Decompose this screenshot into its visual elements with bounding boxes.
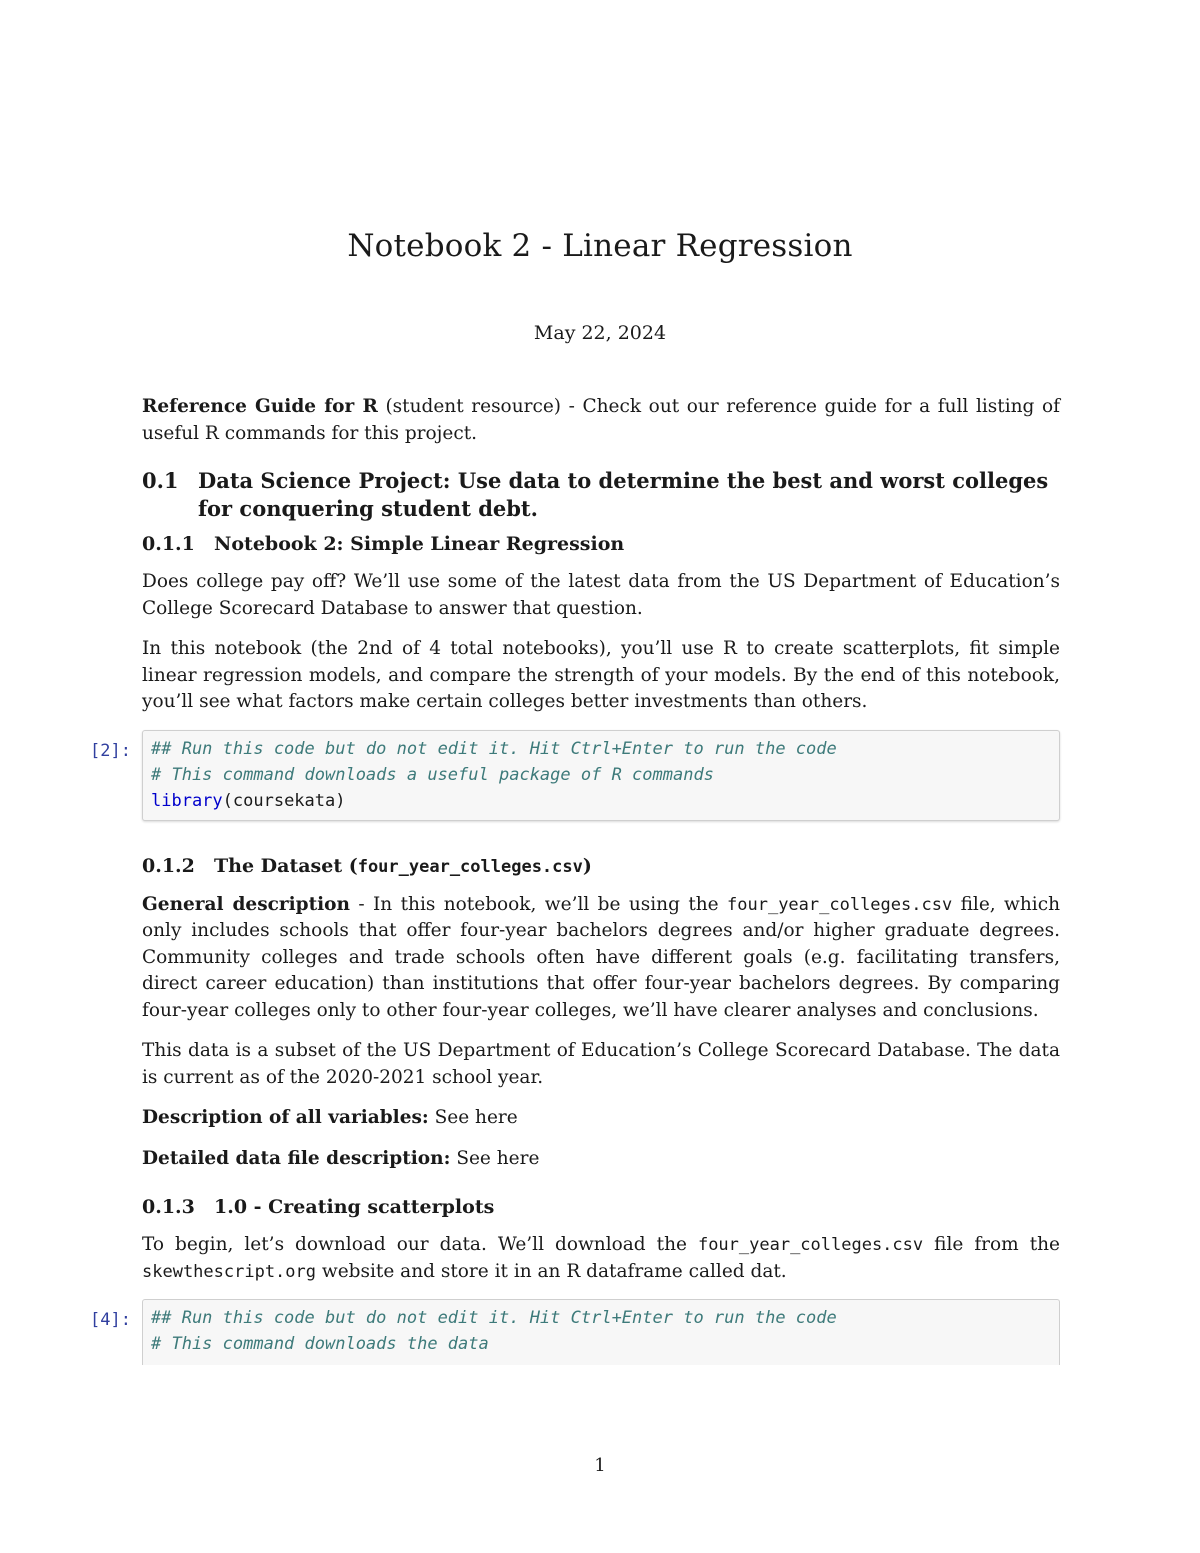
download-data-paragraph [142, 1232, 1060, 1285]
reference-guide-suffix: (student resource) [385, 396, 561, 417]
cell-prompt: [4]: [90, 1310, 131, 1330]
reference-guide-text: - Check out our reference guide for a full listing of useful R commands for this project. [142, 396, 1060, 444]
detailed-see-here-link[interactable]: See here [456, 1147, 540, 1169]
reference-guide-paragraph [142, 394, 1060, 447]
file-name-code: four_year_colleges.csv [697, 1235, 924, 1255]
subsection-title: 1.0 - Creating scatterplots [214, 1196, 495, 1218]
variables-label: Description of all variables: [142, 1107, 429, 1128]
intro-paragraph-1: Does college pay off? We’ll use some of the latest data from the US Department of Education’s College Scorecard Database to answer that question. [142, 571, 1060, 619]
file-name-code: four_year_colleges.csv [727, 894, 953, 915]
reference-guide-link[interactable]: Reference Guide for R [142, 396, 378, 417]
subsection-number: 0.1.1 [142, 533, 195, 555]
download-text-1: To begin, let’s download our data. We’ll download the [142, 1234, 698, 1255]
general-description-paragraph [142, 892, 1060, 1025]
subsection-title [214, 853, 592, 880]
document-date: May 22, 2024 [533, 322, 667, 344]
subsection-title-prefix: The Dataset ( [214, 854, 358, 877]
code-input-area[interactable] [142, 730, 1060, 821]
page-title: Notebook 2 - Linear Regression [347, 228, 853, 264]
page-number: 1 [594, 1455, 606, 1476]
subsection-heading-0-1-3 [142, 1194, 1060, 1220]
variables-description-line [142, 1105, 1060, 1132]
variables-see-here-link[interactable]: See here [434, 1107, 518, 1128]
subsection-heading-0-1-1 [142, 531, 1060, 557]
detailed-description-line [142, 1146, 1060, 1173]
general-description-text: - In this notebook, we’ll be using the [349, 893, 728, 915]
general-description-text-2: file, which only includes schools that offer four-year bachelors degrees and/or higher graduate degrees. Community colleges and trade schools often have different goals (e.g. facilitating transfers, direct career education) than institutions that offer four-year bachelors degrees. By comparing four-year colleges only to other four-year colleges, we’ll have clearer analyses and conclusions. [142, 893, 1060, 1021]
download-text-2: file from the [923, 1234, 1060, 1255]
subsection-number: 0.1.2 [142, 854, 195, 877]
subsection-number: 0.1.3 [142, 1196, 195, 1218]
document-body [90, 394, 1060, 1365]
code-comment-line: ## Run this code but do not edit it. Hit Ctrl+Enter to run the code [151, 738, 837, 759]
code-input-area[interactable] [142, 1299, 1060, 1365]
download-text-3: website and store it in an R dataframe called dat. [316, 1260, 787, 1282]
subsection-title-code: four_year_colleges.csv [357, 856, 583, 877]
subsection-title-suffix: ) [582, 854, 592, 877]
subsection-title: Notebook 2: Simple Linear Regression [214, 533, 625, 555]
general-description-label: General description [142, 893, 350, 915]
section-heading-0-1 [142, 467, 1060, 523]
website-code: skewthescript.org [142, 1261, 316, 1282]
subset-paragraph: This data is a subset of the US Department of Education’s College Scorecard Database. The data is current as of the 2020-2021 school year. [142, 1040, 1060, 1088]
code-comment-line: # This command downloads the data [151, 1334, 489, 1354]
code-statement-line [151, 788, 1051, 814]
code-arguments: (coursekata) [222, 790, 346, 811]
detailed-description-label: Detailed data file description: [142, 1147, 451, 1169]
code-comment-line: # This command downloads a useful package of R commands [151, 764, 714, 785]
cell-prompt: [2]: [90, 740, 131, 761]
code-cell-4[interactable] [90, 1299, 1060, 1365]
section-number: 0.1 [142, 468, 179, 493]
code-function-name: library [151, 790, 223, 811]
code-comment-line: ## Run this code but do not edit it. Hit Ctrl+Enter to run the code [151, 1308, 837, 1328]
subsection-heading-0-1-2 [142, 853, 1060, 880]
intro-paragraph-2: In this notebook (the 2nd of 4 total notebooks), you’ll use R to create scatterplots, fit simple linear regression models, and compare the strength of your models. By the end of this notebook, you’ll see what factors make certain colleges better investments than others. [142, 638, 1060, 712]
code-cell-2[interactable] [90, 730, 1060, 821]
section-title: Data Science Project: Use data to determine the best and worst colleges for conquering student debt. [198, 468, 1049, 521]
